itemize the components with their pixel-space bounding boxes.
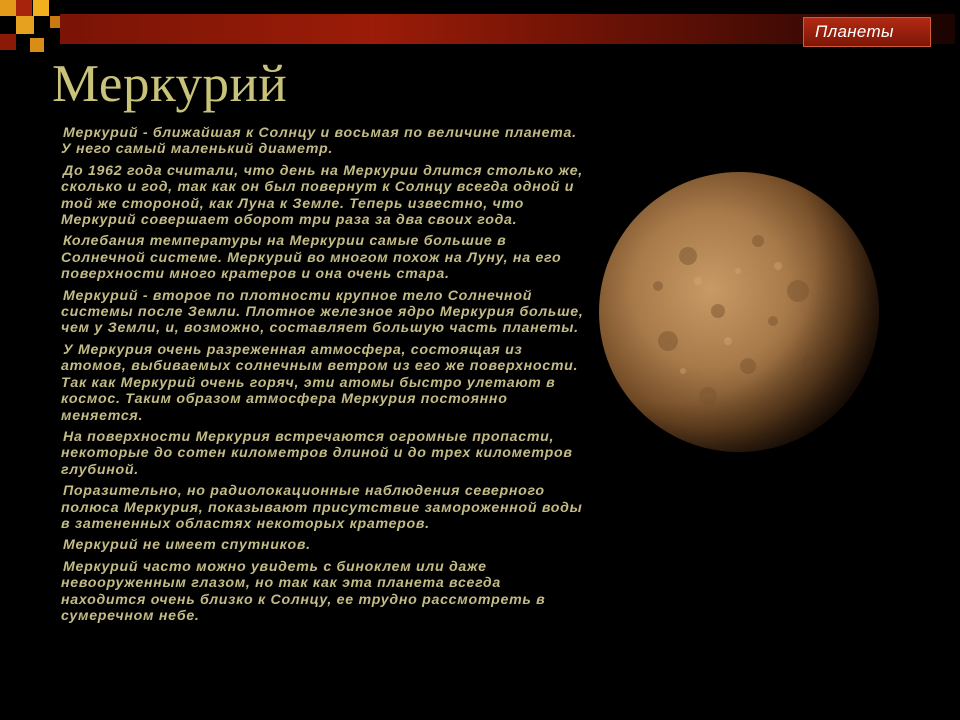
paragraph: Колебания температуры на Меркурии самые большие в Солнечной системе. Меркурий во многом похож на Луну, на его поверхности много кратеров и она очень стара. (61, 233, 562, 283)
decor-square (0, 0, 16, 16)
slide-title: Меркурий (52, 55, 288, 113)
decor-square (33, 0, 49, 16)
section-badge[interactable]: Планеты (803, 17, 931, 47)
decor-square (0, 34, 16, 50)
decor-square (16, 16, 34, 34)
mercury-planet-image (598, 171, 880, 453)
decor-square (30, 38, 44, 52)
paragraph: Меркурий не имеет спутников. (63, 537, 311, 554)
paragraph: Поразительно, но радиолокационные наблюдения северного полюса Меркурия, показывают присутствие замороженной воды в затененных областях некоторых кратеров. (61, 483, 583, 532)
paragraph: До 1962 года считали, что день на Меркурии длится столько же, сколько и год, так как он был повернут к Солнцу всегда одной и той же стороной, как Луна к Земле. Теперь известно, что Меркурий совершает оборот три раза за два своих года. (61, 162, 583, 229)
decor-square (16, 0, 32, 16)
body-text (61, 125, 586, 629)
paragraph: На поверхности Меркурия встречаются огромные пропасти, некоторые до сотен километров длиной и до трех километров глубиной. (61, 428, 573, 478)
paragraph: Меркурий - ближайшая к Солнцу и восьмая по величине планета. У него самый маленький диаметр. (61, 125, 577, 158)
paragraph: Меркурий часто можно увидеть с биноклем или даже невооруженным глазом, но так как эта планета всегда находится очень близко к Солнцу, ее трудно рассмотреть в сумеречном небе. (61, 558, 546, 624)
paragraph: Меркурий - второе по плотности крупное тело Солнечной системы после Земли. Плотное железное ядро Меркурия больше, чем у Земли, и, возможно, составляет большую часть планеты. (61, 287, 584, 337)
paragraph: У Меркурия очень разреженная атмосфера, состоящая из атомов, выбиваемых солнечным ветром из его же поверхности. Так как Меркурий очень горяч, эти атомы быстро улетают в космос. Таким образом атмосфера Меркурия постоянно меняется. (61, 341, 579, 424)
